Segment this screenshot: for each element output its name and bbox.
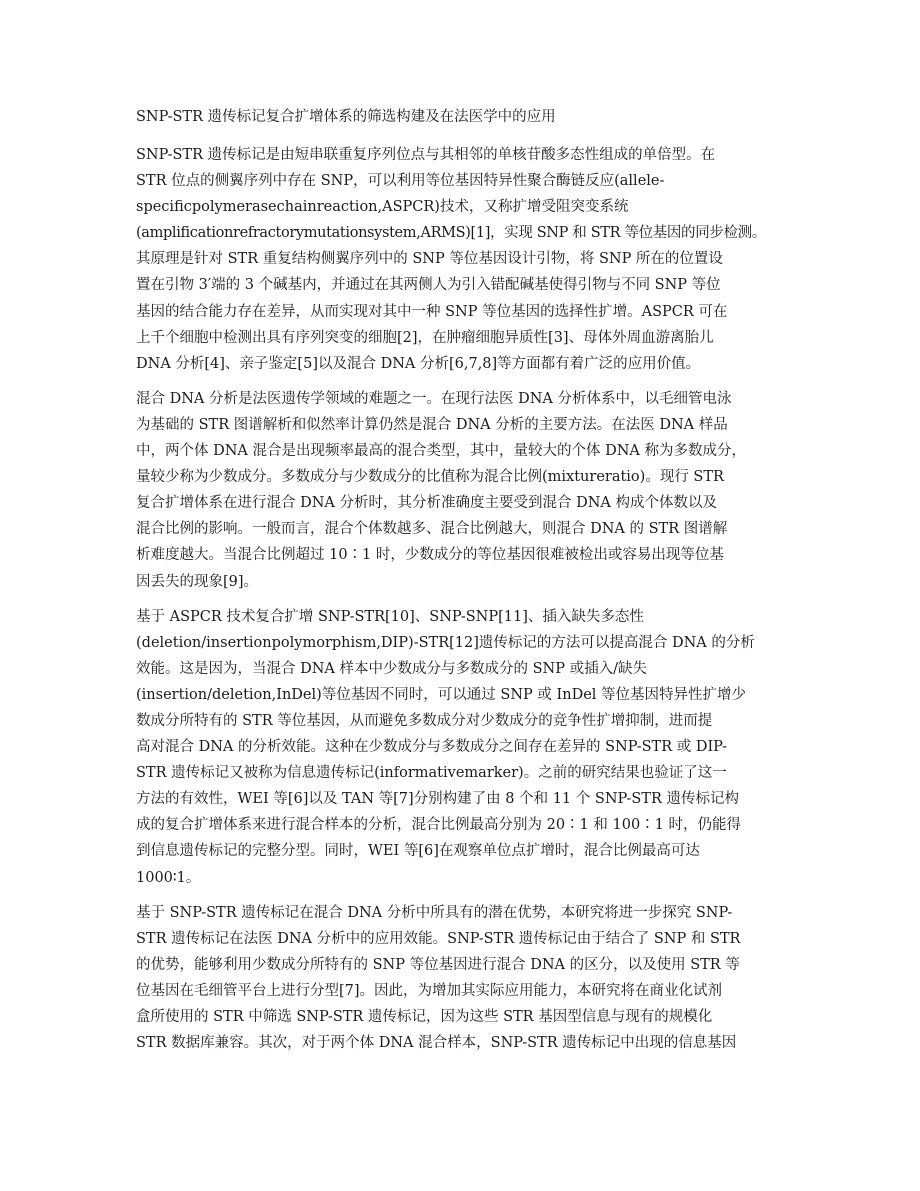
text-line: 数成分所特有的 STR 等位基因，从而避免多数成分对少数成分的竞争性扩增抑制，进而提 <box>136 712 713 729</box>
text-line: 置在引物 3′端的 3 个碱基内，并通过在其两侧人为引入错配碱基使得引物与不同 SNP 等位 <box>136 277 721 294</box>
text-line: 成的复合扩增体系来进行混合样本的分析，混合比例最高分别为 20∶1 和 100∶1 时，仍能得 <box>136 817 742 834</box>
text-line: (deletion/insertionpolymorphism,DIP)-STR[12]遗传标记的方法可以提高混合 DNA 的分析 <box>136 634 755 651</box>
text-line: 基于 ASPCR 技术复合扩增 SNP-STR[10]、SNP-SNP[11]、插入缺失多态性 <box>136 608 644 625</box>
text-line: 中，两个体 DNA 混合是出现频率最高的混合类型，其中，量较大的个体 DNA 称为多数成分， <box>136 443 747 460</box>
paragraph-study-aim <box>136 900 784 1057</box>
text-line: STR 遗传标记又被称为信息遗传标记(informativemarker)。之前的研究结果也验证了这一 <box>136 765 727 782</box>
text-line: 其原理是针对 STR 重复结构侧翼序列中的 SNP 等位基因设计引物，将 SNP 所在的位置设 <box>136 251 723 268</box>
text-line: 基因的结合能力存在差异，从而实现对其中一种 SNP 等位基因的选择性扩增。ASPCR 可在 <box>136 303 728 320</box>
text-line: STR 数据库兼容。其次，对于两个体 DNA 混合样本，SNP-STR 遗传标记中出现的信息基因 <box>136 1035 737 1052</box>
text-line: specificpolymerasechainreaction,ASPCR)技术，又称扩增受阻突变系统 <box>136 199 629 216</box>
text-line: 1000∶1。 <box>136 869 201 886</box>
document-page <box>136 104 784 1065</box>
text-line: STR 位点的侧翼序列中存在 SNP，可以利用等位基因特异性聚合酶链反应(allele- <box>136 173 665 190</box>
text-line: 为基础的 STR 图谱解析和似然率计算仍然是混合 DNA 分析的主要方法。在法医 DNA 样品 <box>136 416 728 433</box>
text-line: 上千个细胞中检测出具有序列突变的细胞[2]，在肿瘤细胞异质性[3]、母体外周血游离胎儿 <box>136 329 714 346</box>
text-line: 基于 SNP-STR 遗传标记在混合 DNA 分析中所具有的潜在优势，本研究将进一步探究 SNP- <box>136 904 733 921</box>
text-line: 方法的有效性，WEI 等[6]以及 TAN 等[7]分别构建了由 8 个和 11 个 SNP-STR 遗传标记构 <box>136 791 739 808</box>
paragraph-mixture-analysis <box>136 386 784 595</box>
text-line: 盒所使用的 STR 中筛选 SNP-STR 遗传标记，因为这些 STR 基因型信息与现有的规模化 <box>136 1009 713 1025</box>
text-line: 的优势，能够利用少数成分所特有的 SNP 等位基因进行混合 DNA 的区分，以及使用 STR 等 <box>136 956 740 973</box>
text-line: 因丢失的现象[9]。 <box>136 573 259 590</box>
text-line: (insertion/deletion,InDel)等位基因不同时，可以通过 SNP 或 InDel 等位基因特异性扩增少 <box>136 686 747 703</box>
text-line: 位基因在毛细管平台上进行分型[7]。因此，为增加其实际应用能力，本研究将在商业化试剂 <box>136 982 723 999</box>
text-line: 混合 DNA 分析是法医遗传学领域的难题之一。在现行法医 DNA 分析体系中，以毛细管电泳 <box>136 390 732 407</box>
text-line: 析难度越大。当混合比例超过 10∶1 时，少数成分的等位基因很难被检出或容易出现等位基 <box>136 547 724 564</box>
text-line: (amplificationrefractorymutationsystem,ARMS)[1]，实现 SNP 和 STR 等位基因的同步检测。 <box>136 225 766 242</box>
paragraph-aspcr-method <box>136 604 784 891</box>
paragraph-intro <box>136 142 784 377</box>
text-line: 到信息遗传标记的完整分型。同时，WEI 等[6]在观察单位点扩增时，混合比例最高可达 <box>136 843 700 860</box>
document-title: SNP-STR 遗传标记复合扩增体系的筛选构建及在法医学中的应用 <box>136 109 556 125</box>
text-line: SNP-STR 遗传标记是由短串联重复序列位点与其相邻的单核苷酸多态性组成的单倍型。在 <box>136 147 716 163</box>
text-line: 复合扩增体系在进行混合 DNA 分析时，其分析准确度主要受到混合 DNA 构成个体数以及 <box>136 495 718 512</box>
text-line: DNA 分析[4]、亲子鉴定[5]以及混合 DNA 分析[6,7,8]等方面都有着广泛的应用价值。 <box>136 355 701 372</box>
text-line: 量较少称为少数成分。多数成分与少数成分的比值称为混合比例(mixtureratio)。现行 STR <box>136 469 724 486</box>
text-line: 效能。这是因为，当混合 DNA 样本中少数成分与多数成分的 SNP 或插入/缺失 <box>136 660 647 677</box>
text-line: 高对混合 DNA 的分析效能。这种在少数成分与多数成分之间存在差异的 SNP-STR 或 DIP- <box>136 739 728 756</box>
text-line: STR 遗传标记在法医 DNA 分析中的应用效能。SNP-STR 遗传标记由于结合了 SNP 和 STR <box>136 930 741 947</box>
text-line: 混合比例的影响。一般而言，混合个体数越多、混合比例越大，则混合 DNA 的 STR 图谱解 <box>136 521 728 538</box>
